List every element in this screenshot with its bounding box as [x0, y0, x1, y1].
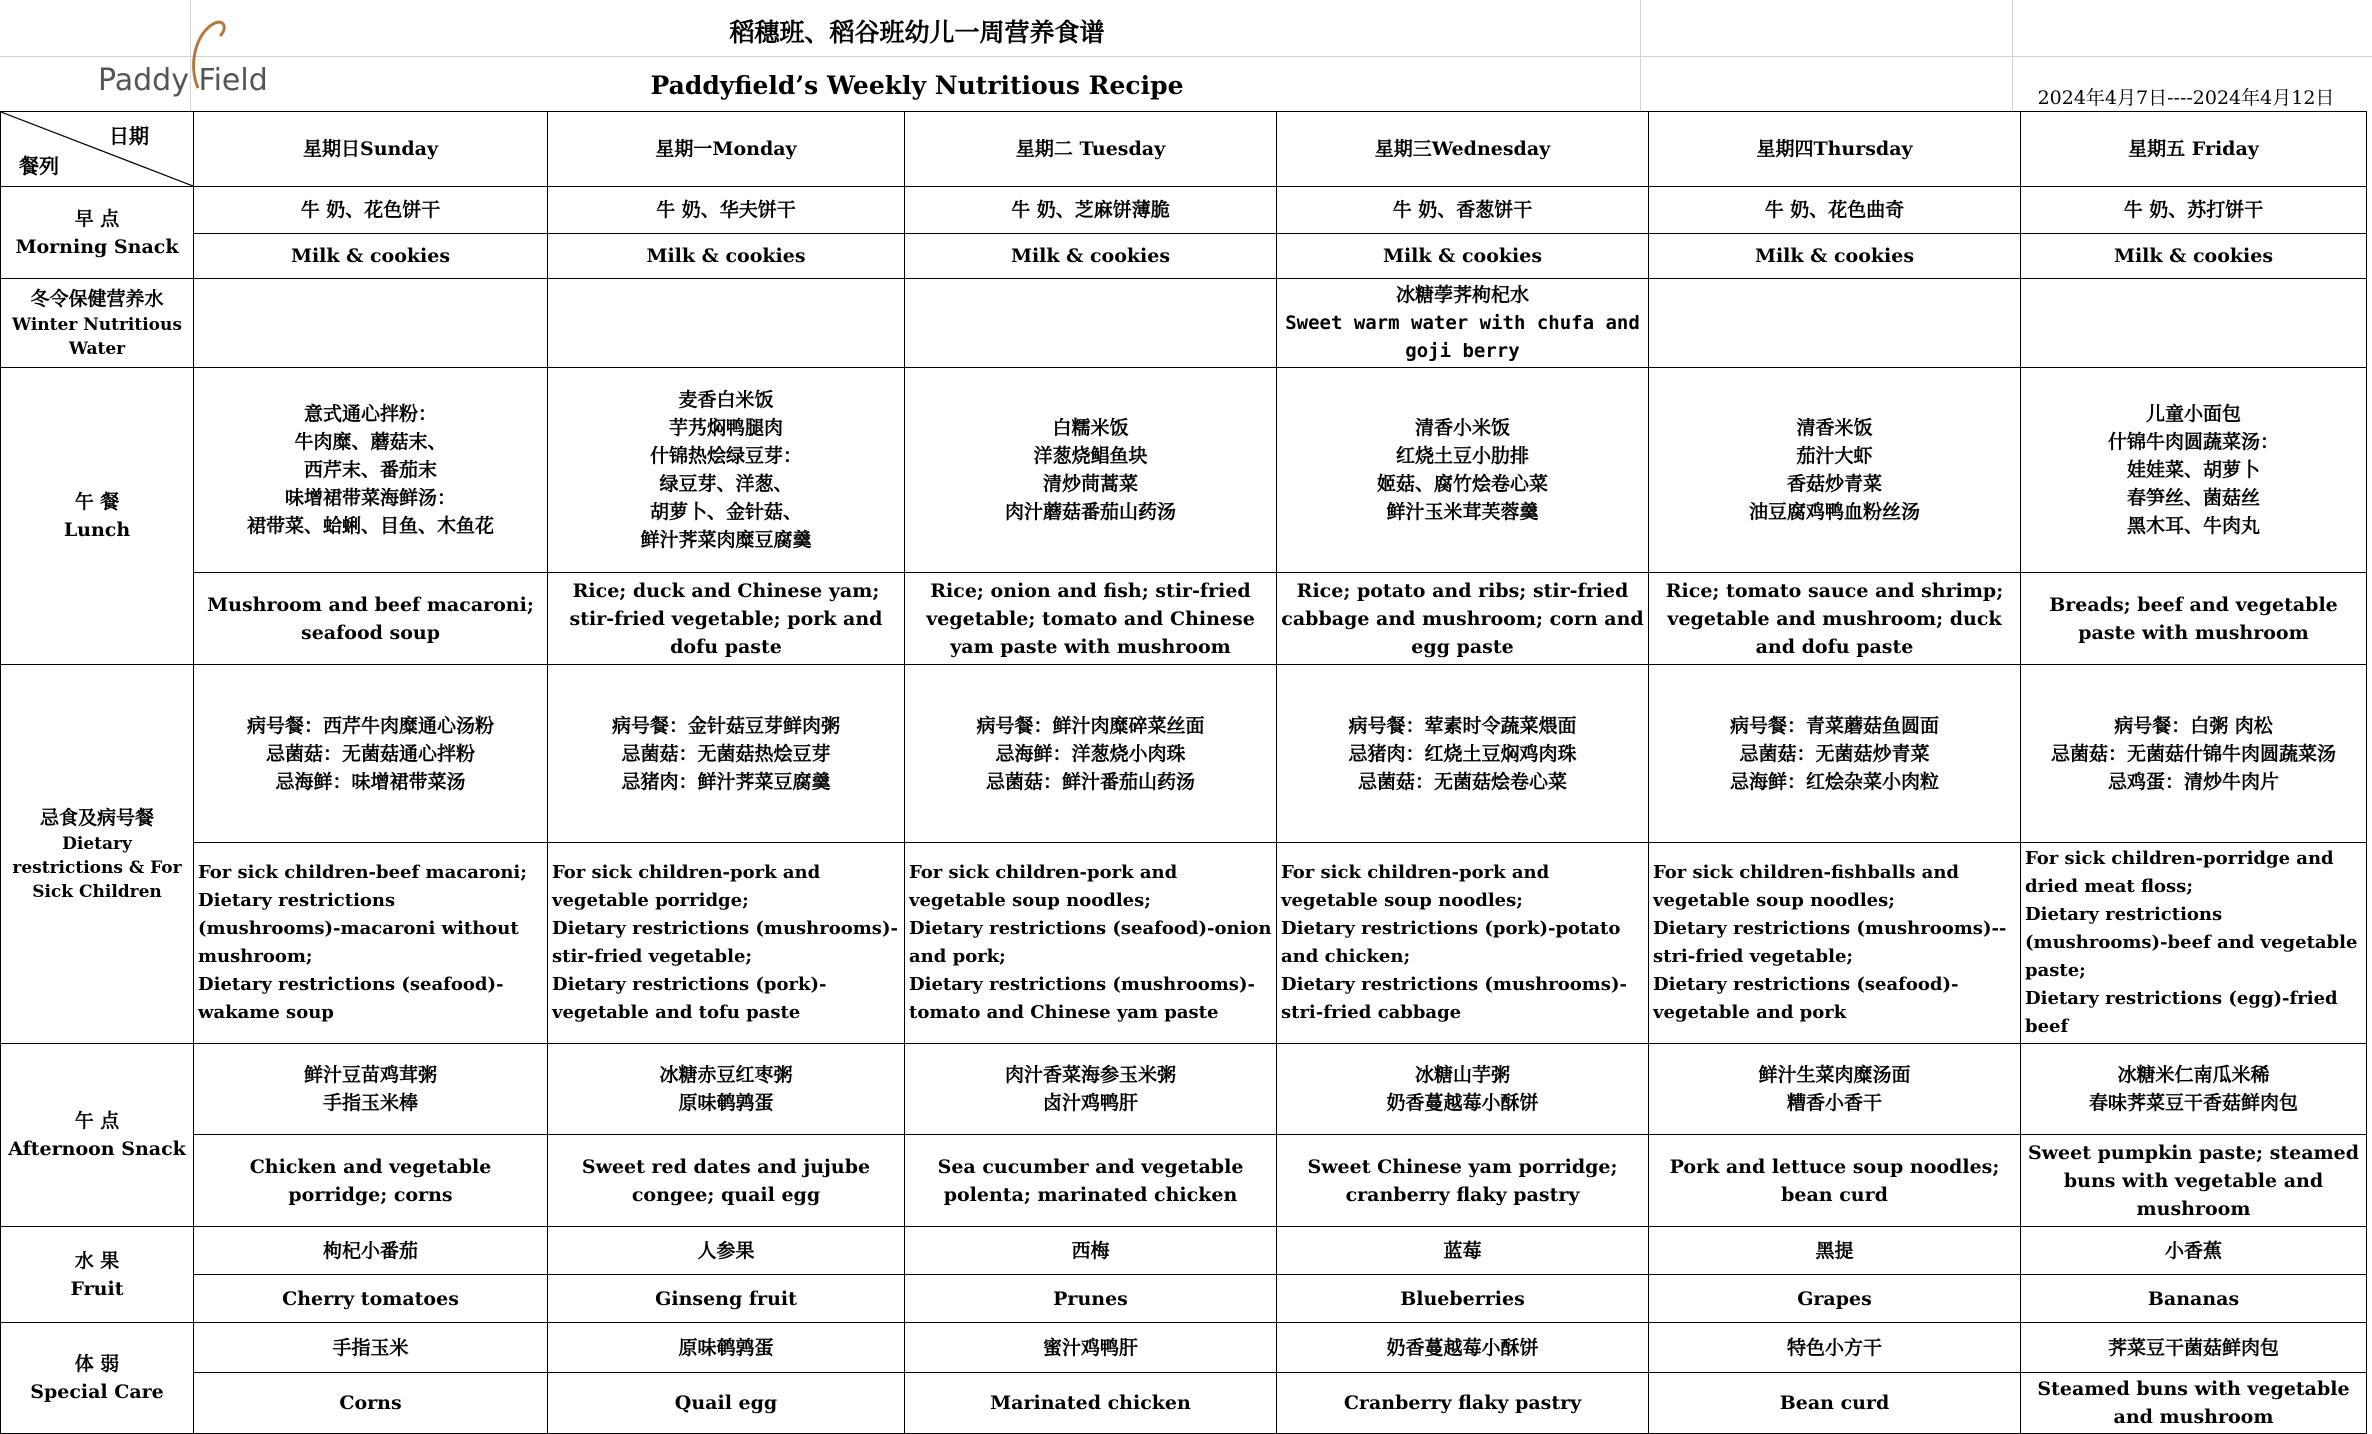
menu-cell-en: For sick children-pork and vegetable soup noodles; Dietary restrictions (pork)-potato and chicken; Dietary restrictions (mushrooms)-stri-fried cabbage — [1277, 843, 1649, 1044]
menu-cell-en: Milk & cookies — [905, 234, 1277, 279]
menu-cell-en: Cranberry flaky pastry — [1277, 1373, 1649, 1434]
morning-en-row — [1, 234, 2367, 279]
menu-cell-cn: 荠菜豆干菌菇鲜肉包 — [2021, 1323, 2367, 1373]
menu-cell-en: For sick children-porridge and dried meat floss; Dietary restrictions (mushrooms)-beef and vegetable paste; Dietary restrictions (egg)-fried beef — [2021, 843, 2367, 1044]
menu-cell-cn: 牛 奶、芝麻饼薄脆 — [905, 187, 1277, 234]
menu-cell-cn: 原味鹌鹑蛋 — [548, 1323, 905, 1373]
menu-cell-en: Ginseng fruit — [548, 1275, 905, 1323]
menu-cell-en: For sick children-pork and vegetable soup noodles; Dietary restrictions (seafood)-onion and pork; Dietary restrictions (mushrooms)-tomato and Chinese yam paste — [905, 843, 1277, 1044]
afternoon-cn-row — [1, 1044, 2367, 1135]
menu-cell-cn: 白糯米饭 洋葱烧鲳鱼块 清炒茼蒿菜 肉汁蘑菇番茄山药汤 — [905, 368, 1277, 573]
menu-cell-cn: 儿童小面包 什锦牛肉圆蔬菜汤： 娃娃菜、胡萝卜 春笋丝、菌菇丝 黑木耳、牛肉丸 — [2021, 368, 2367, 573]
menu-cell-en: Cherry tomatoes — [194, 1275, 548, 1323]
row-label-en: Dietary restrictions & For Sick Children — [12, 834, 182, 902]
menu-cell-cn: 鲜汁生菜肉糜汤面 糟香小香干 — [1649, 1044, 2021, 1135]
menu-cell-en: Rice; potato and ribs; stir-fried cabbage and mushroom; corn and egg paste — [1277, 573, 1649, 665]
menu-cell-en: Pork and lettuce soup noodles; bean curd — [1649, 1135, 2021, 1227]
special-en-row — [1, 1373, 2367, 1434]
menu-cell-cn: 奶香蔓越莓小酥饼 — [1277, 1323, 1649, 1373]
menu-cell-cn: 病号餐：荤素时令蔬菜煨面 忌猪肉：红烧土豆焖鸡肉珠 忌菌菇：无菌菇烩卷心菜 — [1277, 665, 1649, 843]
row-label-cn: 午 点 — [74, 1110, 120, 1132]
menu-cell-en: Milk & cookies — [1277, 234, 1649, 279]
row-label-en: Fruit — [70, 1277, 124, 1300]
row-label-diet — [1, 665, 194, 1044]
lunch-en-row — [1, 573, 2367, 665]
row-label-en: Morning Snack — [15, 235, 179, 258]
day-header: 星期日Sunday — [194, 112, 548, 187]
row-label-cn: 忌食及病号餐 — [39, 807, 154, 829]
menu-cell-en: Bananas — [2021, 1275, 2367, 1323]
menu-cell-cn: 西梅 — [905, 1227, 1277, 1275]
winter-cell — [194, 279, 548, 368]
menu-cell-en: Mushroom and beef macaroni; seafood soup — [194, 573, 548, 665]
menu-cell-en: Blueberries — [1277, 1275, 1649, 1323]
menu-cell-cn: 牛 奶、华夫饼干 — [548, 187, 905, 234]
menu-cell-cn: 鲜汁豆苗鸡茸粥 手指玉米棒 — [194, 1044, 548, 1135]
afternoon-en-row — [1, 1135, 2367, 1227]
row-label-fruit — [1, 1227, 194, 1323]
menu-cell-en: Sweet pumpkin paste; steamed buns with vegetable and mushroom — [2021, 1135, 2367, 1227]
day-header: 星期二 Tuesday — [905, 112, 1277, 187]
menu-cell-cn: 冰糖山芋粥 奶香蔓越莓小酥饼 — [1277, 1044, 1649, 1135]
menu-cell-en: Milk & cookies — [2021, 234, 2367, 279]
menu-cell-cn: 病号餐：金针菇豆芽鲜肉粥 忌菌菇：无菌菇热烩豆芽 忌猪肉：鲜汁荠菜豆腐羹 — [548, 665, 905, 843]
menu-cell-en: Breads; beef and vegetable paste with mushroom — [2021, 573, 2367, 665]
title-chinese: 稻穗班、稻谷班幼儿一周营养食谱 — [729, 18, 1105, 47]
menu-cell-en: For sick children-fishballs and vegetable soup noodles; Dietary restrictions (mushrooms)--stri-fried vegetable; Dietary restrictions (seafood)-vegetable and pork — [1649, 843, 2021, 1044]
menu-cell-cn: 小香蕉 — [2021, 1227, 2367, 1275]
day-header: 星期三Wednesday — [1277, 112, 1649, 187]
menu-cell-en: Rice; onion and fish; stir-fried vegetable; tomato and Chinese yam paste with mushroom — [905, 573, 1277, 665]
menu-cell-cn: 清香米饭 茄汁大虾 香菇炒青菜 油豆腐鸡鸭血粉丝汤 — [1649, 368, 2021, 573]
fruit-en-row — [1, 1275, 2367, 1323]
row-label-lunch — [1, 368, 194, 665]
menu-cell-en: Bean curd — [1649, 1373, 2021, 1434]
menu-cell-en: Sweet Chinese yam porridge; cranberry flaky pastry — [1277, 1135, 1649, 1227]
title-english: Paddyfield’s Weekly Nutritious Recipe — [650, 71, 1184, 100]
menu-cell-en: For sick children-beef macaroni; Dietary restrictions (mushrooms)-macaroni without mushroom; Dietary restrictions (seafood)-wakame soup — [194, 843, 548, 1044]
day-header: 星期四Thursday — [1649, 112, 2021, 187]
diet-en-row — [1, 843, 2367, 1044]
fruit-cn-row — [1, 1227, 2367, 1275]
menu-cell-en: Rice; duck and Chinese yam; stir-fried vegetable; pork and dofu paste — [548, 573, 905, 665]
row-label-cn: 午 餐 — [74, 491, 120, 513]
menu-cell-cn: 牛 奶、香葱饼干 — [1277, 187, 1649, 234]
date-range: 2024年4月7日----2024年4月12日 — [2037, 87, 2335, 109]
row-label-winter — [1, 279, 194, 368]
header-row — [1, 112, 2367, 187]
menu-cell-cn: 蓝莓 — [1277, 1227, 1649, 1275]
row-label-en: Winter Nutritious Water — [12, 315, 182, 359]
day-header: 星期五 Friday — [2021, 112, 2367, 187]
menu-cell-cn: 牛 奶、花色曲奇 — [1649, 187, 2021, 234]
menu-cell-en: Grapes — [1649, 1275, 2021, 1323]
menu-cell-en: Milk & cookies — [548, 234, 905, 279]
row-label-morning — [1, 187, 194, 279]
menu-cell-cn: 牛 奶、苏打饼干 — [2021, 187, 2367, 234]
menu-cell-cn: 枸杞小番茄 — [194, 1227, 548, 1275]
special-cn-row — [1, 1323, 2367, 1373]
menu-cell-en: Quail egg — [548, 1373, 905, 1434]
menu-cell-en: Sweet red dates and jujube congee; quail egg — [548, 1135, 905, 1227]
day-header: 星期一Monday — [548, 112, 905, 187]
row-label-cn: 体 弱 — [74, 1353, 120, 1375]
row-label-special — [1, 1323, 194, 1434]
logo-text: Paddy Field — [98, 63, 268, 98]
menu-cell-en: Milk & cookies — [194, 234, 548, 279]
row-label-cn: 早 点 — [74, 207, 120, 230]
menu-cell-cn: 意式通心拌粉： 牛肉糜、蘑菇末、 西芹末、番茄末 味增裙带菜海鲜汤： 裙带菜、蛤蜊、目鱼、木鱼花 — [194, 368, 548, 573]
row-label-en: Special Care — [30, 1381, 164, 1403]
menu-cell-en: Sea cucumber and vegetable polenta; marinated chicken — [905, 1135, 1277, 1227]
menu-cell-cn: 人参果 — [548, 1227, 905, 1275]
menu-cell-en: Corns — [194, 1373, 548, 1434]
menu-cell-en: Steamed buns with vegetable and mushroom — [2021, 1373, 2367, 1434]
menu-cell-cn: 病号餐：西芹牛肉糜通心汤粉 忌菌菇：无菌菇通心拌粉 忌海鲜：味增裙带菜汤 — [194, 665, 548, 843]
menu-cell-cn: 肉汁香菜海参玉米粥 卤汁鸡鸭肝 — [905, 1044, 1277, 1135]
winter-cell — [1649, 279, 2021, 368]
menu-cell-cn: 病号餐：青菜蘑菇鱼圆面 忌菌菇：无菌菇炒青菜 忌海鲜：红烩杂菜小肉粒 — [1649, 665, 2021, 843]
menu-cell-cn: 黑提 — [1649, 1227, 2021, 1275]
menu-cell-cn: 特色小方干 — [1649, 1323, 2021, 1373]
menu-cell-cn: 牛 奶、花色饼干 — [194, 187, 548, 234]
lunch-cn-row — [1, 368, 2367, 573]
corner-header-cell — [1, 112, 194, 187]
row-label-en: Lunch — [63, 519, 131, 541]
winter-cell — [2021, 279, 2367, 368]
menu-cell-cn: 蜜汁鸡鸭肝 — [905, 1323, 1277, 1373]
menu-cell-cn: 病号餐：白粥 肉松 忌菌菇：无菌菇什锦牛肉圆蔬菜汤 忌鸡蛋：清炒牛肉片 — [2021, 665, 2367, 843]
winter-row — [1, 279, 2367, 368]
row-label-cn: 水 果 — [74, 1249, 120, 1272]
corner-date-label: 日期 — [109, 124, 149, 148]
row-label-afternoon — [1, 1044, 194, 1227]
winter-cell — [905, 279, 1277, 368]
winter-cell: 冰糖荸荠枸杞水 Sweet warm water with chufa and goji berry — [1277, 279, 1649, 368]
menu-cell-en: For sick children-pork and vegetable porridge; Dietary restrictions (mushrooms)-stir-fried vegetable; Dietary restrictions (pork)-vegetable and tofu paste — [548, 843, 905, 1044]
menu-cell-en: Rice; tomato sauce and shrimp; vegetable and mushroom; duck and dofu paste — [1649, 573, 2021, 665]
menu-cell-cn: 清香小米饭 红烧土豆小肋排 姬菇、腐竹烩卷心菜 鲜汁玉米茸芙蓉羹 — [1277, 368, 1649, 573]
menu-cell-en: Milk & cookies — [1649, 234, 2021, 279]
menu-cell-en: Prunes — [905, 1275, 1277, 1323]
menu-cell-en: Marinated chicken — [905, 1373, 1277, 1434]
row-label-en: Afternoon Snack — [8, 1138, 186, 1160]
winter-cell — [548, 279, 905, 368]
corner-meal-label: 餐列 — [19, 154, 59, 178]
menu-cell-en: Chicken and vegetable porridge; corns — [194, 1135, 548, 1227]
morning-cn-row — [1, 187, 2367, 234]
weekly-menu-table — [0, 111, 2367, 1434]
menu-cell-cn: 麦香白米饭 芋艿焖鸭腿肉 什锦热烩绿豆芽： 绿豆芽、洋葱、 胡萝卜、金针菇、 鲜汁荠菜肉糜豆腐羹 — [548, 368, 905, 573]
menu-cell-cn: 冰糖赤豆红枣粥 原味鹌鹑蛋 — [548, 1044, 905, 1135]
menu-cell-cn: 病号餐：鲜汁肉糜碎菜丝面 忌海鲜：洋葱烧小肉珠 忌菌菇：鲜汁番茄山药汤 — [905, 665, 1277, 843]
diet-cn-row — [1, 665, 2367, 843]
row-label-cn: 冬令保健营养水 — [30, 288, 164, 310]
menu-cell-cn: 手指玉米 — [194, 1323, 548, 1373]
menu-cell-cn: 冰糖米仁南瓜米稀 春味荠菜豆干香菇鲜肉包 — [2021, 1044, 2367, 1135]
